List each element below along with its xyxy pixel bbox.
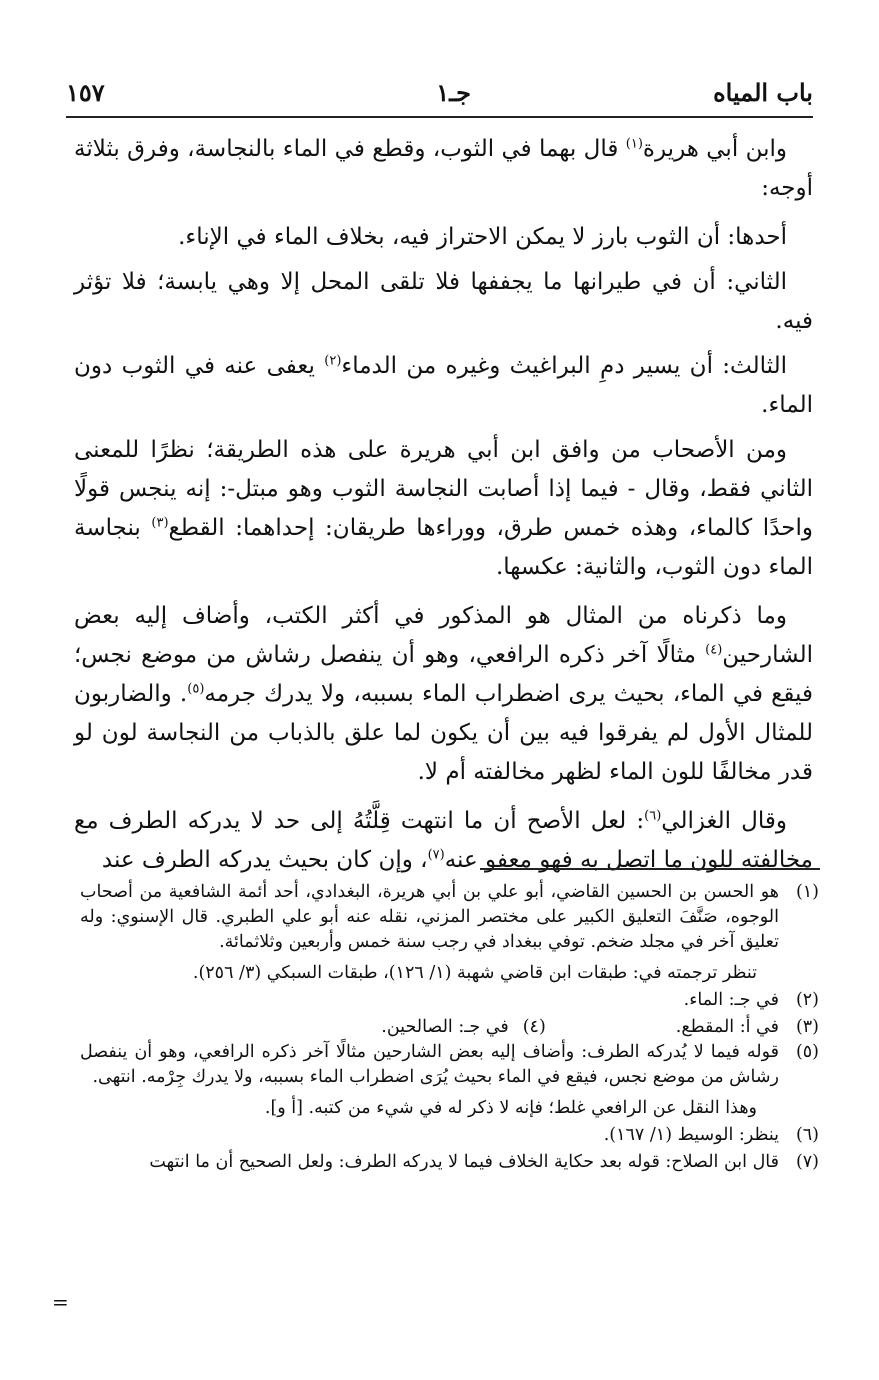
paragraph: وقال الغزالي$^{(٦)}$: لعل الأصح أن ما انتهت قِلَّتُهُ إلى حد لا يدركه الطرف مع مخالفته للون ما اتصل به فهو معفو عنه$^{(٧)}$، وإن كان بحيث يدركه الطرف عند xyxy=(74,808,813,873)
footnote-text: هو الحسن بن الحسين القاضي، أبو علي بن أبي هريرة، البغدادي، أحد أئمة الشافعية من أصحاب الوجوه، صَنَّفَ التعليق الكبير على مختصر المزني، نقله عنه أبو علي الطبري. قال الإسنوي: وله تعليق آخر في مجلد ضخم. توفي ببغداد في رجب سنة خمس وأربعين وثلاثمائة. xyxy=(80,882,779,952)
footnote-text: في جـ: الصالحين. xyxy=(381,1017,509,1037)
footnote-text: في أ: المقطع. xyxy=(675,1017,779,1037)
page-number: ١٥٧ xyxy=(66,78,105,107)
footnote-text: قال ابن الصلاح: قوله بعد حكاية الخلاف فيما لا يدركه الطرف: ولعل الصحيح أن ما انتهت xyxy=(149,1152,779,1172)
footnote-ref[interactable]: (٣) xyxy=(151,515,169,531)
footnote xyxy=(80,988,819,1013)
footnote-pair xyxy=(80,1015,819,1040)
footnote-number: (٢) xyxy=(795,990,819,1010)
footnote-ref[interactable]: (٦) xyxy=(644,808,662,824)
footnote-number: (٧) xyxy=(795,1152,819,1172)
footnote-number: (١) xyxy=(795,882,819,902)
footnote-text: قوله فيما لا يُدركه الطرف: وأضاف إليه بعض الشارحين مثالًا آخر ذكره الرافعي، وهو أن ينفصل رشاش من موضع نجس، فيقع في الماء بحيث يُرَى اضطراب الماء بسببه، ولا يدرك جِرْمه. انتهى. xyxy=(80,1042,779,1087)
header-rule xyxy=(66,116,813,118)
paragraph: الثالث: أن يسير دمِ البراغيث وغيره من الدماء$^{(٢)}$ يعفى عنه في الثوب دون الماء. xyxy=(74,353,813,418)
footnote-text: ينظر: الوسيط (١/ ١٦٧). xyxy=(603,1125,779,1145)
footnote-separator xyxy=(480,868,820,870)
footnote xyxy=(80,1040,819,1121)
footnote xyxy=(80,1150,819,1175)
footnotes xyxy=(80,880,819,1177)
footnote-ref[interactable]: (١) xyxy=(625,136,643,152)
paragraph: وابن أبي هريرة$^{(١)}$ قال بهما في الثوب، وقطع في الماء بالنجاسة، وفرق بثلاثة أوجه: xyxy=(74,136,813,201)
footnote-number: (٣) xyxy=(795,1017,819,1037)
paragraph: أحدها: أن الثوب بارز لا يمكن الاحتراز فيه، بخلاف الماء في الإناء. xyxy=(178,224,787,250)
footnote-text: وهذا النقل عن الرافعي غلط؛ فإنه لا ذكر له في شيء من كتبه. [أ و]. xyxy=(264,1098,757,1118)
footnote-ref[interactable]: (٧) xyxy=(427,847,445,863)
continuation-mark: = xyxy=(52,1290,69,1314)
chapter-title: باب المياه xyxy=(713,78,813,107)
footnote-ref[interactable]: (٥) xyxy=(187,681,205,697)
paragraph: وما ذكرناه من المثال هو المذكور في أكثر الكتب، وأضاف إليه بعض الشارحين$^{(٤)}$ مثالًا آخر ذكره الرافعي، وهو أن ينفصل رشاش من موضع نجس؛ فيقع في الماء، بحيث يرى اضطراب الماء بسببه، ولا يدرك جرمه$^{(٥)}$. والضاربون للمثال الأول لم يفرقوا فيه بين أن يكون لما علق بالذباب من النجاسة لون لو قدر مخالفًا للون الماء لظهر مخالفته أم لا. xyxy=(74,603,813,785)
paragraph: ومن الأصحاب من وافق ابن أبي هريرة على هذه الطريقة؛ نظرًا للمعنى الثاني فقط، وقال - فيما إذا أصابت النجاسة الثوب وهو مبتل-: إنه ينجس قولًا واحدًا كالماء، وهذه خمس طرق، ووراءها طريقان: إحداهما: القطع$^{(٣)}$ بنجاسة الماء دون الثوب، والثانية: عكسها. xyxy=(74,437,813,580)
footnote xyxy=(80,880,819,986)
footnote-number: (٦) xyxy=(795,1125,819,1145)
footnote-text: في جـ: الماء. xyxy=(683,990,779,1010)
footnote-number: (٥) xyxy=(795,1042,819,1062)
paragraph: الثاني: أن في طيرانها ما يجففها فلا تلقى المحل إلا وهي يابسة؛ فلا تؤثر فيه. xyxy=(74,269,813,334)
footnote xyxy=(80,1123,819,1148)
page-header xyxy=(66,72,813,112)
footnote-text: تنظر ترجمته في: طبقات ابن قاضي شهبة (١/ ١٢٦)، طبقات السبكي (٣/ ٢٥٦). xyxy=(192,963,757,983)
footnote-ref[interactable]: (٢) xyxy=(324,353,342,369)
main-text xyxy=(74,130,813,886)
volume-label: جـ١ xyxy=(436,78,471,107)
footnote-number: (٤) xyxy=(522,1017,546,1037)
footnote-ref[interactable]: (٤) xyxy=(705,642,723,658)
